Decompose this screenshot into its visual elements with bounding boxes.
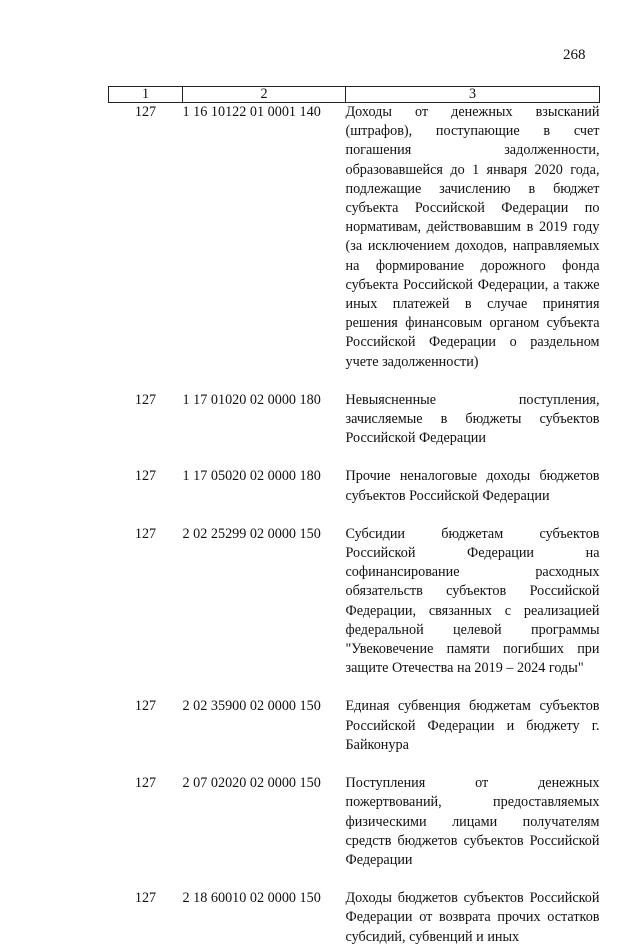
admin-code: 127	[134, 391, 157, 408]
revenue-description: Единая субвенция бюджетам субъектов Российской Федерации и бюджету г. Байконура	[345, 698, 600, 753]
table-row	[109, 697, 600, 755]
table-header-row	[109, 87, 600, 103]
budget-classification-code: 1 17 05020 02 0000 180	[182, 468, 321, 485]
header-col-2: 2	[183, 87, 346, 103]
admin-code: 127	[134, 698, 157, 715]
admin-code: 127	[134, 775, 157, 792]
table-row	[109, 525, 600, 679]
page-number: 268	[563, 47, 586, 63]
budget-classification-code: 1 16 10122 01 0001 140	[182, 104, 321, 120]
admin-code: 127	[134, 890, 157, 907]
table-row	[109, 103, 600, 372]
budget-classification-code: 1 17 01020 02 0000 180	[182, 391, 321, 408]
budget-classification-code: 2 02 35900 02 0000 150	[182, 698, 321, 715]
revenue-description: Прочие неналоговые доходы бюджетов субъектов Российской Федерации	[345, 468, 600, 504]
budget-classification-code: 2 18 60010 02 0000 150	[182, 890, 321, 907]
revenue-description: Субсидии бюджетам субъектов Российской Федерации на софинансирование расходных обязательств субъектов Российской Федерации, связанных с реализацией федеральной целевой программы "Увековечение памяти погибших при защите Отечества на 2019 – 2024 годы"	[345, 525, 600, 677]
revenue-description: Невыясненные поступления, зачисляемые в бюджеты субъектов Российской Федерации	[345, 391, 600, 447]
table-row	[109, 889, 600, 947]
revenue-description: Доходы от денежных взысканий (штрафов), поступающие в счет погашения задолженности, образовавшейся до 1 января 2020 года, подлежащие зачислению в бюджет субъекта Российской Федерации по нормативам, действовавшим в 2019 году (за исключением доходов, направляемых на формирование дорожного фонда субъекта Российской Федерации, а также иных платежей в случае принятия решения финансовым органом субъекта Российской Федерации о раздельном учете задолженности)	[345, 104, 600, 370]
header-col-1: 1	[109, 87, 183, 103]
header-col-3: 3	[346, 87, 600, 103]
table-row	[109, 774, 600, 870]
budget-classification-code: 2 02 25299 02 0000 150	[182, 525, 321, 542]
budget-classification-code: 2 07 02020 02 0000 150	[182, 775, 321, 792]
admin-code: 127	[134, 468, 157, 485]
table-row	[109, 467, 600, 505]
table-row	[109, 391, 600, 449]
admin-code: 127	[134, 104, 157, 120]
revenue-description: Поступления от денежных пожертвований, предоставляемых физическими лицами получателям средств бюджетов субъектов Российской Федерации	[345, 775, 600, 868]
budget-codes-table	[108, 86, 600, 947]
admin-code: 127	[134, 525, 157, 542]
revenue-description: Доходы бюджетов субъектов Российской Федерации от возврата прочих остатков субсидий, субвенций и иных	[345, 890, 600, 945]
